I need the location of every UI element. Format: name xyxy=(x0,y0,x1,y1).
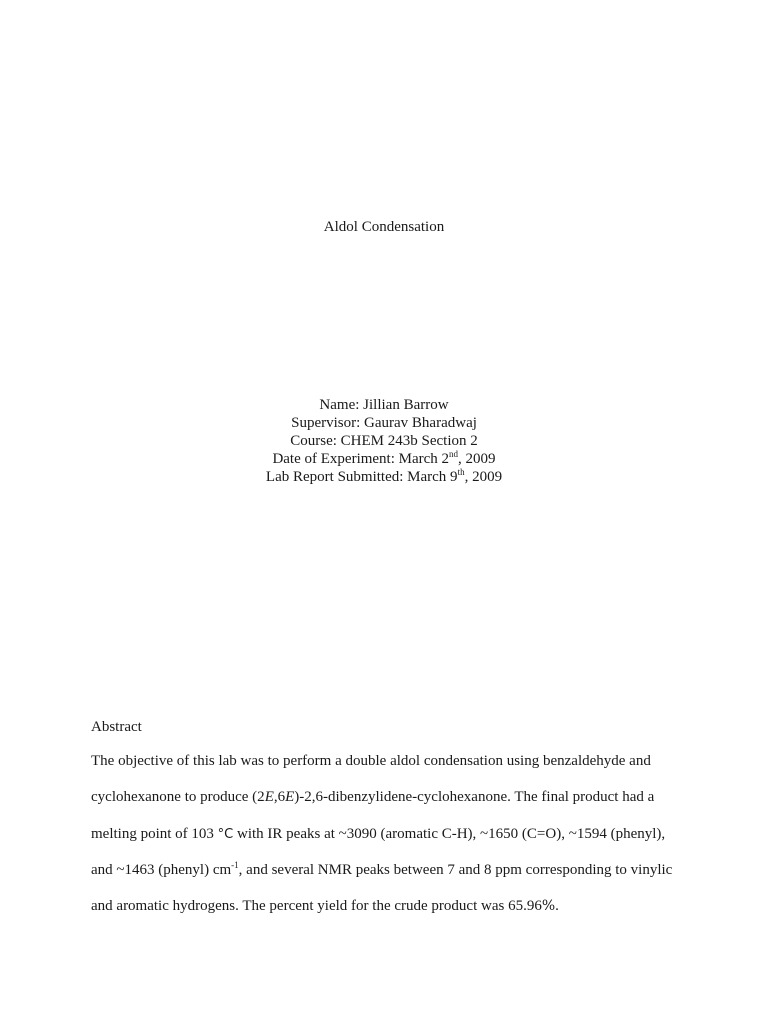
stereo-descriptor: E xyxy=(285,789,295,806)
abstract-line xyxy=(91,895,691,931)
author-info-block xyxy=(0,396,768,486)
student-name: Name: Jillian Barrow xyxy=(319,397,449,413)
abstract-text: , and several NMR peaks between 7 and 8 ppm corresponding to vinylic xyxy=(238,861,673,878)
abstract-paragraph xyxy=(91,750,691,931)
submission-date-text: Lab Report Submitted: March 9 xyxy=(265,469,458,485)
percent-sign: % xyxy=(541,898,556,915)
abstract-text: with IR peaks at ~3090 (aromatic C-H), ~1650 (C=O), ~1594 (phenyl), xyxy=(233,825,666,842)
abstract-text: )-2,6-dibenzylidene-cyclohexanone. The final product had a xyxy=(294,789,655,806)
experiment-date-text: Date of Experiment: March 2 xyxy=(272,451,450,467)
abstract-text: melting point of 103 xyxy=(91,825,218,842)
abstract-heading: Abstract xyxy=(91,719,142,735)
experiment-date xyxy=(0,450,768,468)
abstract-text: The objective of this lab was to perform a double aldol condensation using benzaldehyde and xyxy=(91,753,651,769)
stereo-descriptor: E xyxy=(264,789,274,806)
supervisor-name: Supervisor: Gaurav Bharadwaj xyxy=(291,415,477,431)
submission-date xyxy=(0,468,768,486)
course-info: Course: CHEM 243b Section 2 xyxy=(290,433,478,449)
abstract-text: ,6 xyxy=(273,789,286,806)
abstract-text: and ~1463 (phenyl) cm xyxy=(91,861,232,878)
abstract-line xyxy=(91,859,691,895)
abstract-line xyxy=(91,823,691,859)
abstract-text: . xyxy=(555,898,559,915)
abstract-line xyxy=(91,750,691,786)
wavenumber-exponent: -1 xyxy=(231,859,239,870)
submission-date-ordinal: th xyxy=(457,467,465,477)
abstract-line xyxy=(91,786,691,822)
abstract-text: cyclohexanone to produce (2 xyxy=(91,789,265,806)
abstract-text: and aromatic hydrogens. The percent yield for the crude product was 65.96 xyxy=(91,898,542,915)
experiment-date-year: , 2009 xyxy=(458,451,496,467)
celsius-unit: °C xyxy=(217,826,234,842)
experiment-date-ordinal: nd xyxy=(449,449,459,459)
submission-date-year: , 2009 xyxy=(464,469,503,485)
report-title: Aldol Condensation xyxy=(323,219,445,235)
